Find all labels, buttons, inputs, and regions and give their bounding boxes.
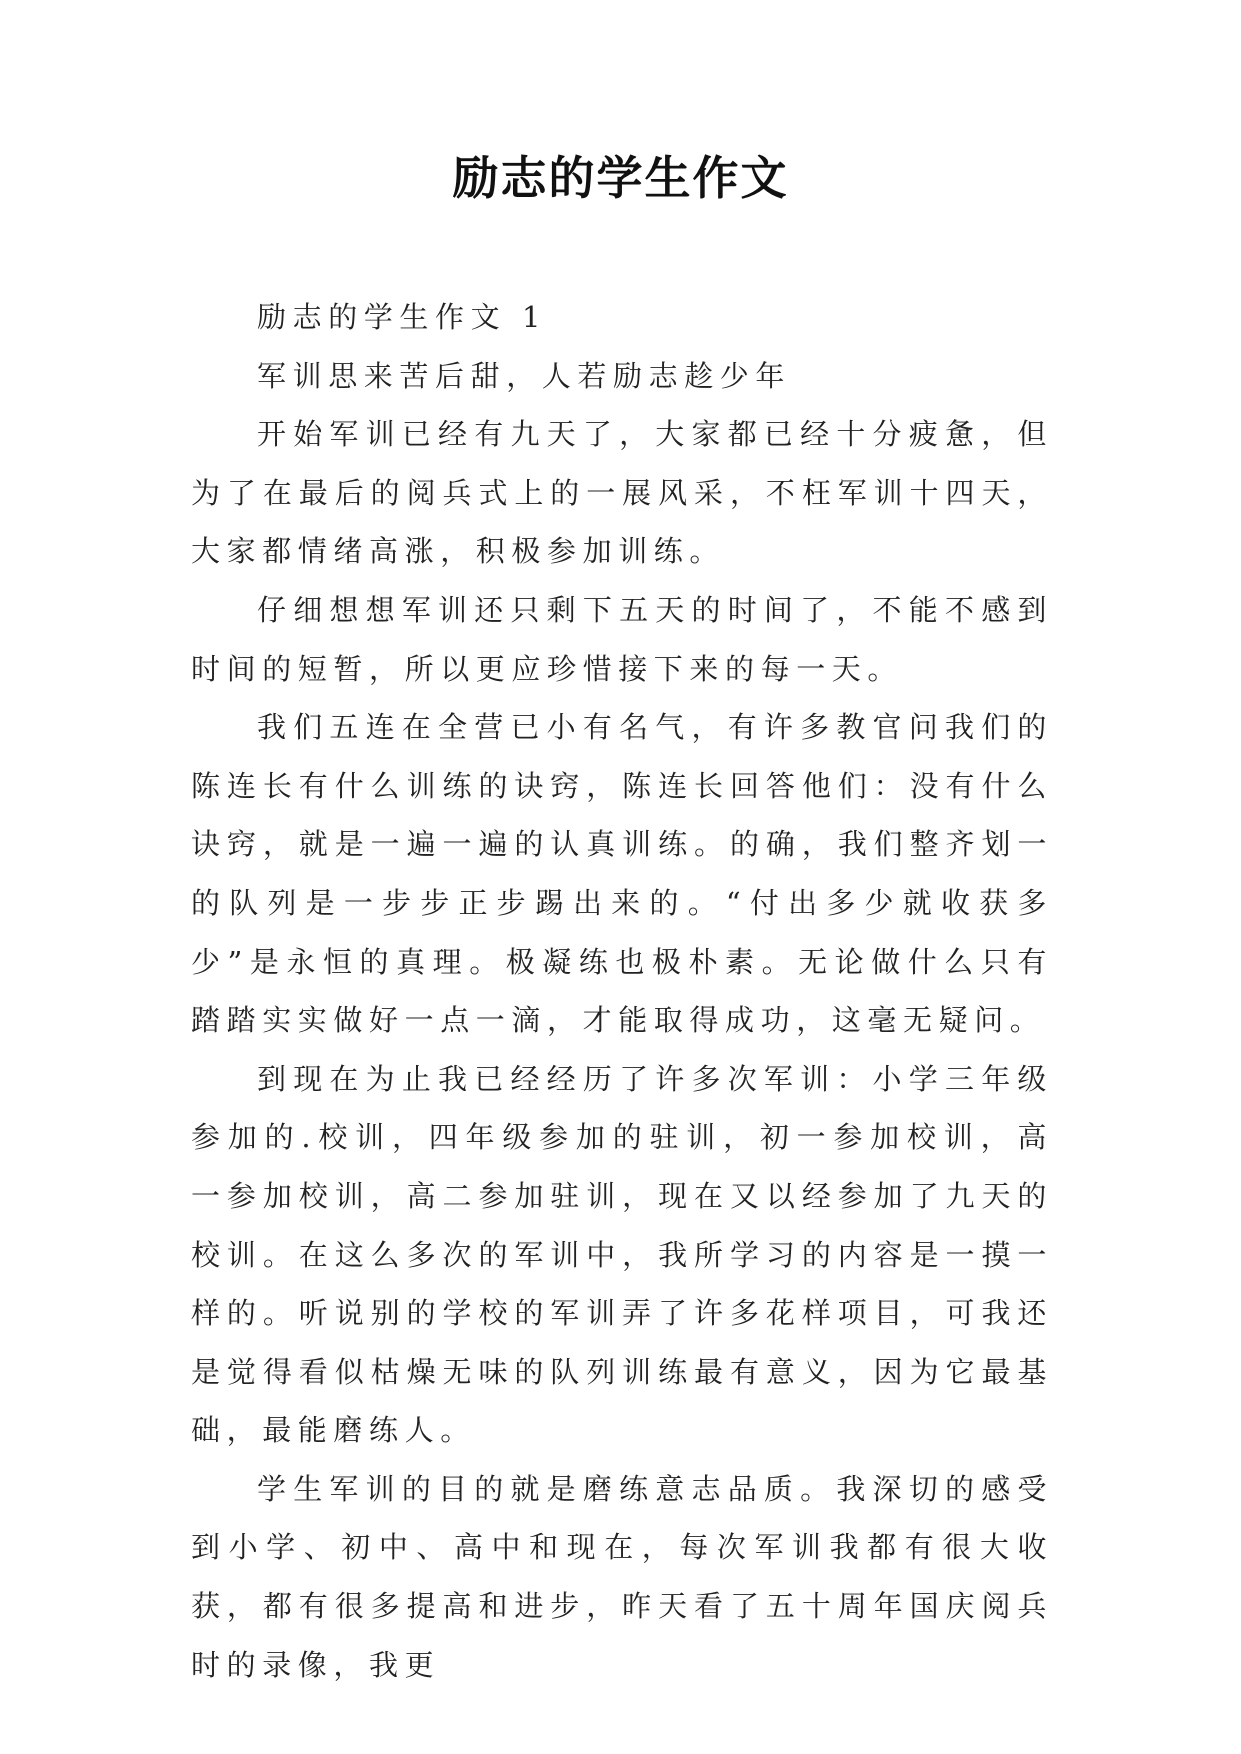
document-title: 励志的学生作文 — [452, 151, 789, 205]
body-paragraph: 开始军训已经有九天了，大家都已经十分疲惫，但为了在最后的阅兵式上的一展风采，不枉军训十四天，大家都情绪高涨，积极参加训练。 — [191, 417, 1053, 569]
essay-subtitle: 军训思来苦后甜，人若励志趁少年 — [257, 358, 792, 393]
body-paragraph: 我们五连在全营已小有名气，有许多教官问我们的陈连长有什么训练的诀窍，陈连长回答他们：没有什么诀窍，就是一遍一遍的认真训练。的确，我们整齐划一的队列是一步步正步踢出来的。“付出多少就收获多少”是永恒的真理。极凝练也极朴素。无论做什么只有踏踏实实做好一点一滴，才能取得成功，这毫无疑问。 — [191, 710, 1053, 1038]
essay-heading: 励志的学生作文 1 — [257, 300, 548, 334]
body-paragraph: 仔细想想军训还只剩下五天的时间了，不能不感到时间的短暂，所以更应珍惜接下来的每一天。 — [191, 592, 1053, 686]
document-body — [191, 288, 1053, 1694]
body-paragraph: 到现在为止我已经经历了许多次军训：小学三年级参加的.校训，四年级参加的驻训，初一参加校训，高一参加校训，高二参加驻训，现在又以经参加了九天的校训。在这么多次的军训中，我所学习的内容是一摸一样的。听说别的学校的军训弄了许多花样项目，可我还是觉得看似枯燥无味的队列训练最有意义，因为它最基础，最能磨练人。 — [191, 1061, 1053, 1448]
body-paragraph: 学生军训的目的就是磨练意志品质。我深切的感受到小学、初中、高中和现在，每次军训我都有很大收获，都有很多提高和进步，昨天看了五十周年国庆阅兵时的录像，我更 — [191, 1471, 1053, 1682]
